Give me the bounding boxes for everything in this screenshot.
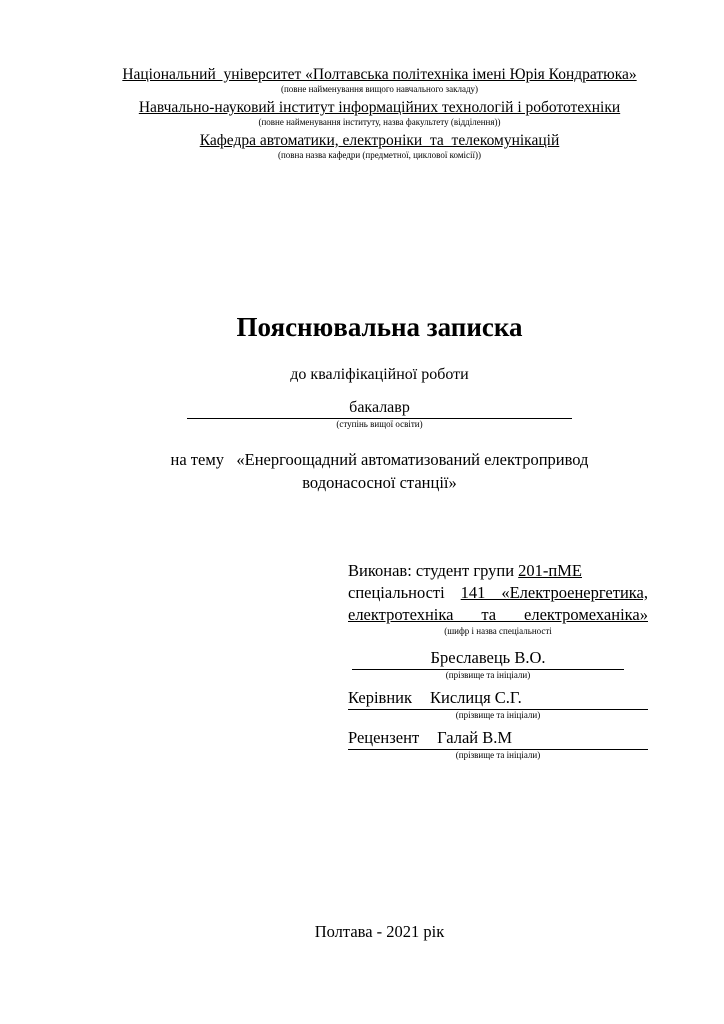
speciality-label: спеціальності	[348, 583, 445, 602]
degree-value: бакалавр	[187, 398, 572, 419]
university-caption: (повне найменування вищого навчального закладу)	[280, 84, 479, 94]
document-subtitle: до кваліфікаційної роботи	[290, 366, 469, 383]
speciality-name-continued: електротехніка та електромеханіка»	[348, 605, 648, 624]
degree-caption: (ступінь вищої освіти)	[336, 419, 423, 429]
university-name: Національний університет «Полтавська політехніка імені Юрія Кондратюка»	[122, 66, 637, 83]
department-line	[85, 132, 674, 150]
speciality-caption: (шифр і назва спеціальності	[444, 626, 552, 636]
supervisor-row	[348, 687, 648, 710]
executor-block	[348, 560, 648, 761]
student-name: Бреславець В.О.	[352, 647, 624, 670]
title-page-header	[85, 66, 674, 161]
institute-line	[85, 99, 674, 117]
student-name-group	[352, 647, 624, 681]
document-title: Пояснювальна записка	[236, 312, 523, 342]
supervisor-label: Керівник	[348, 688, 413, 707]
topic-line-1: на тему «Енергоощадний автоматизований електропривод	[170, 450, 589, 469]
reviewer-label: Рецензент	[348, 728, 420, 747]
topic-line-2: водонасосної станції»	[302, 473, 457, 492]
performed-by-line	[348, 560, 648, 582]
speciality-code-name: 141 «Електроенергетика,	[460, 583, 649, 602]
reviewer-row	[348, 727, 648, 750]
group-number: 201-пМЕ	[518, 561, 582, 580]
speciality-line-1	[348, 582, 648, 604]
university-line	[85, 66, 674, 84]
title-page-body	[85, 311, 674, 761]
topic-block	[85, 448, 674, 494]
city-year-footer: Полтава - 2021 рік	[314, 922, 445, 941]
supervisor-name: Кислиця С.Г.	[430, 688, 522, 707]
degree-row	[85, 398, 674, 419]
reviewer-name: Галай В.М	[437, 728, 513, 747]
performed-by-label: Виконав: студент групи	[348, 561, 519, 580]
speciality-line-2	[348, 604, 648, 626]
institute-caption: (повне найменування інституту, назва факультету (відділення))	[258, 117, 501, 127]
department-name: Кафедра автоматики, електроніки та телекомунікацій	[199, 132, 560, 149]
student-name-caption: (прізвище та ініціали)	[445, 670, 531, 680]
reviewer-caption: (прізвище та ініціали)	[455, 750, 541, 760]
supervisor-caption: (прізвище та ініціали)	[455, 710, 541, 720]
department-caption: (повна назва кафедри (предметної, циклової комісії))	[277, 150, 482, 160]
institute-name: Навчально-науковий інститут інформаційних технологій і робототехніки	[138, 99, 621, 116]
